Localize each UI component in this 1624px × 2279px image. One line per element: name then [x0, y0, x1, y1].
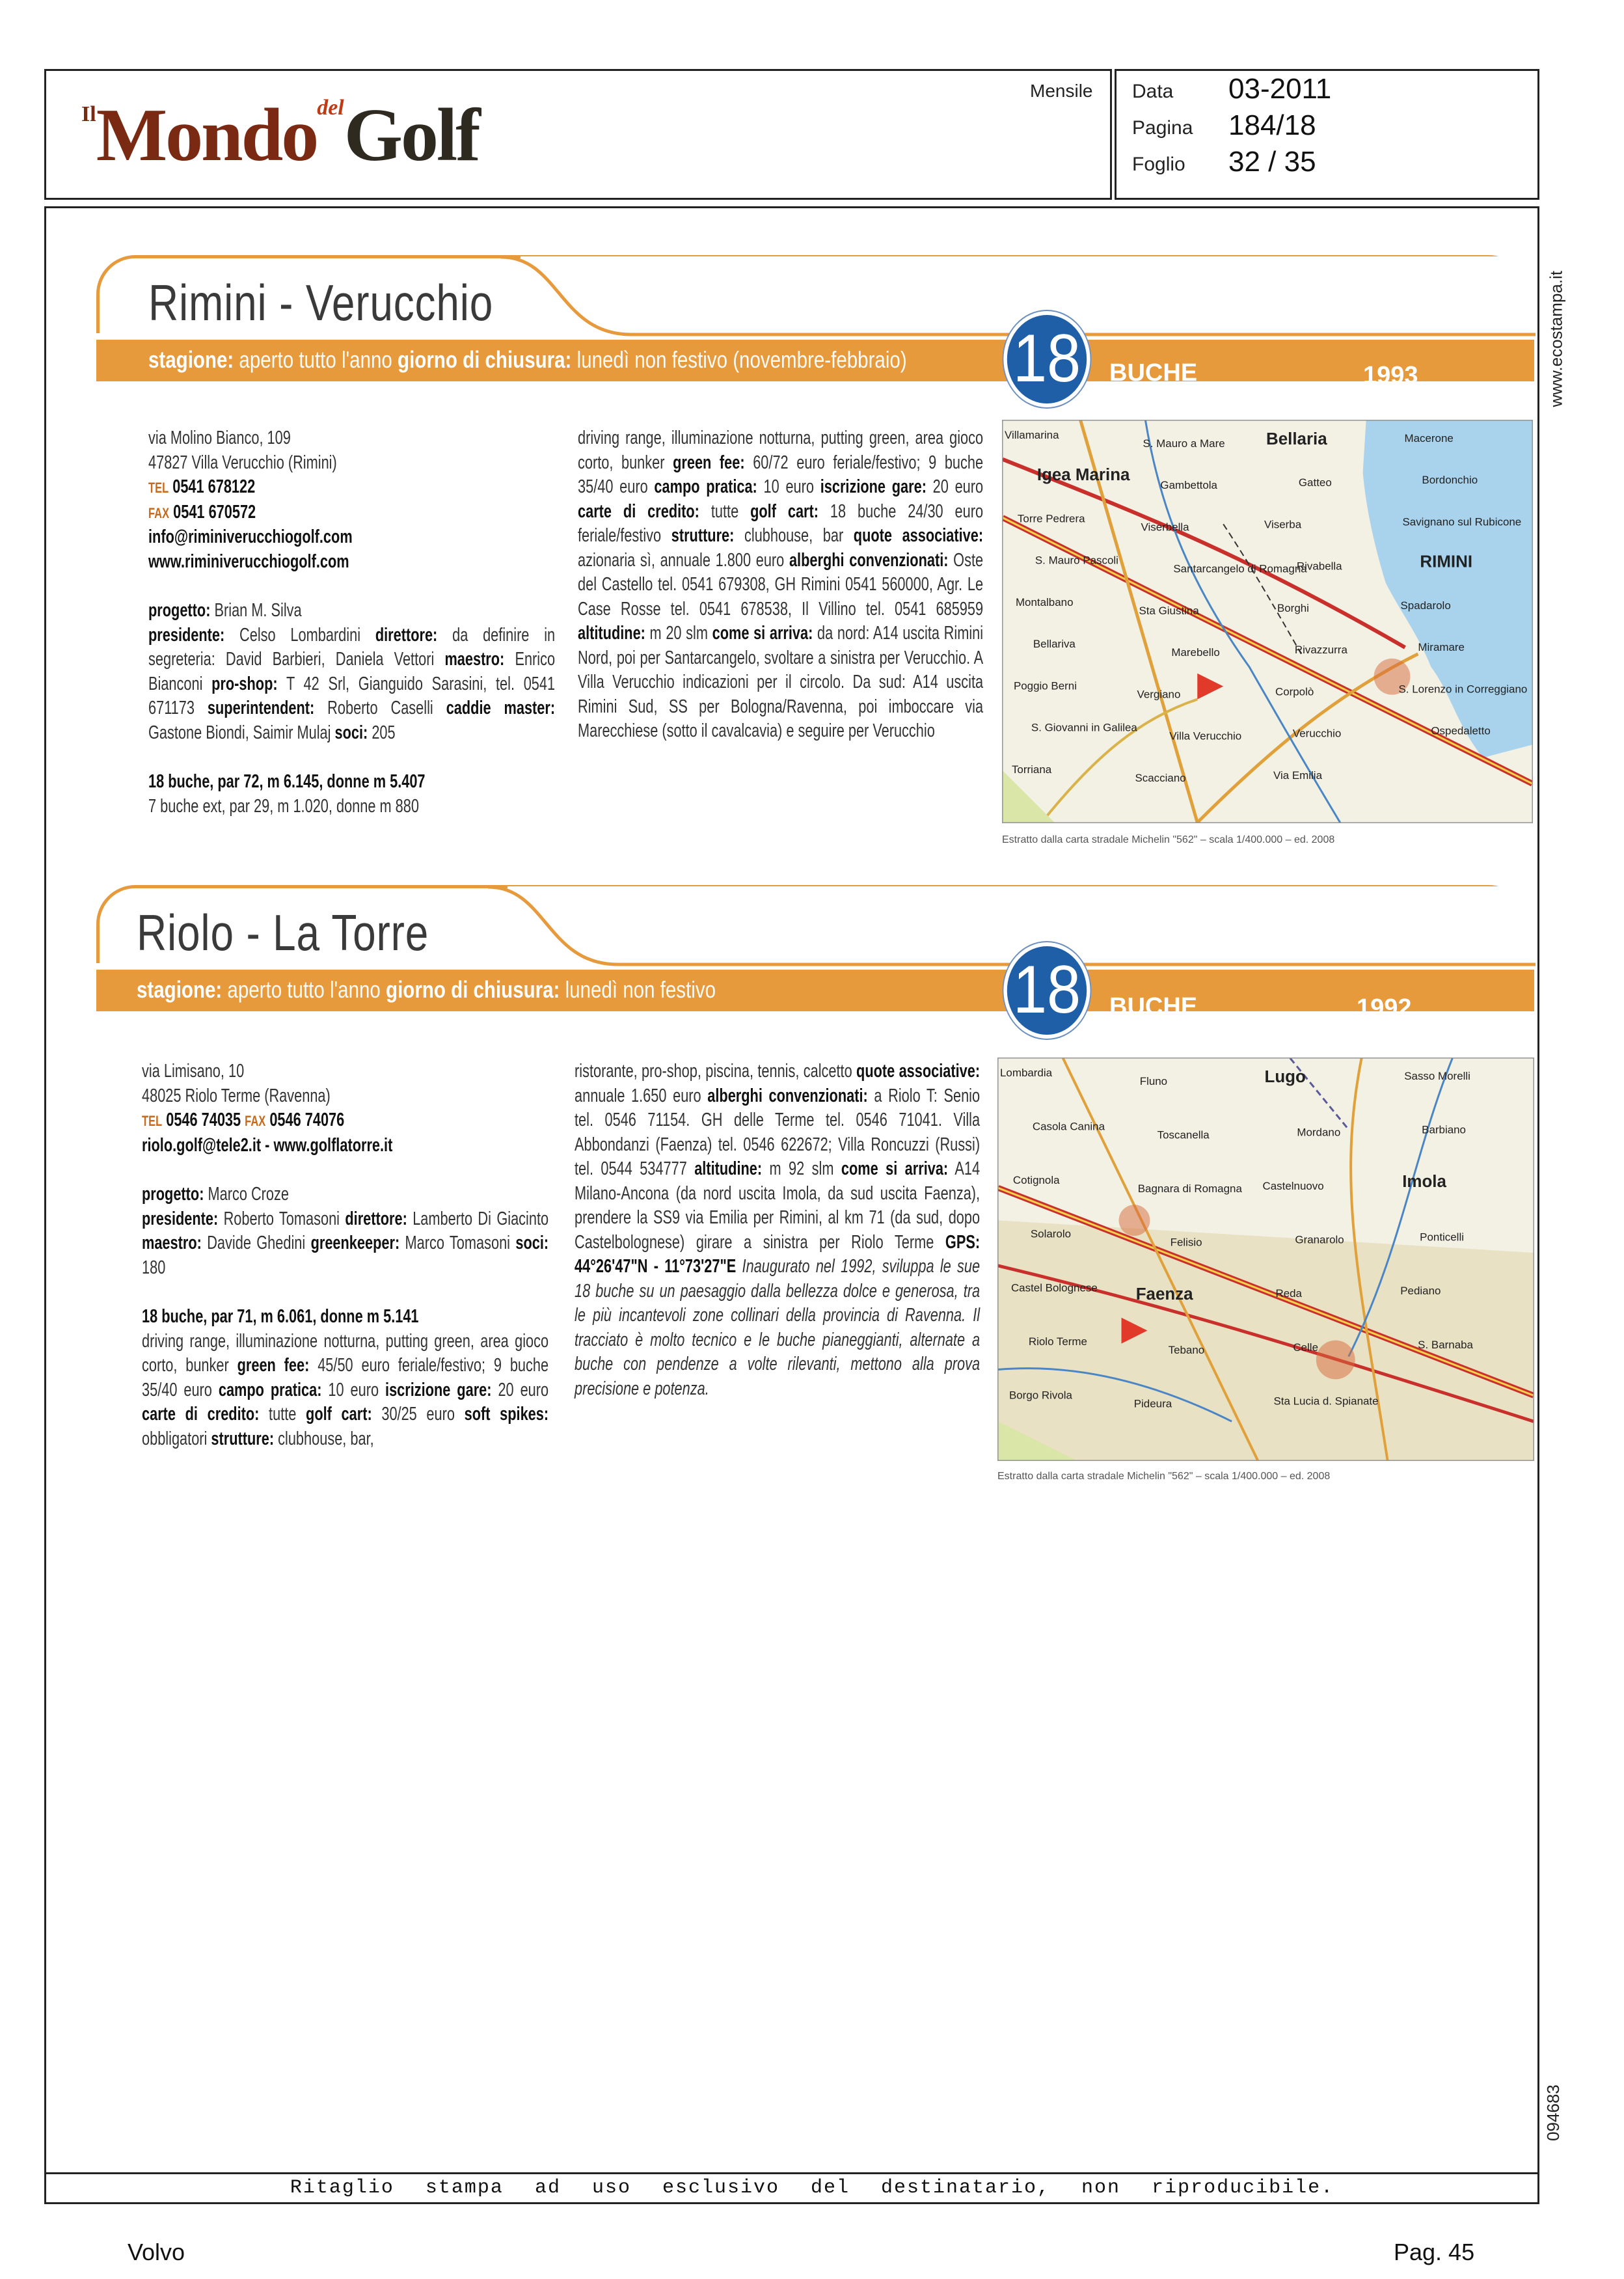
course1-season-label: stagione:	[148, 346, 234, 373]
course2-facilities: driving range, illuminazione notturna, putting green, area gioco corto, bunker	[142, 1330, 549, 1376]
detail-label: campo pratica:	[218, 1379, 322, 1400]
map-place-label: RIMINI	[1420, 553, 1473, 571]
course2-tel-label: TEL	[142, 1113, 163, 1129]
map-place-label: Pediano	[1400, 1285, 1441, 1298]
map-place-label: Rivazzurra	[1294, 644, 1347, 657]
staff-value: Lamberto Di Giacinto	[413, 1208, 549, 1229]
map-place-label: Bellariva	[1033, 638, 1076, 651]
staff-label: maestro:	[444, 649, 505, 670]
map-place-label: Santarcangelo di Romagna	[1173, 562, 1307, 575]
detail-label: altitudine:	[578, 623, 645, 644]
detail-value: m 92 slm	[769, 1158, 834, 1179]
course1-staff	[148, 599, 555, 745]
map-place-label: Scacciano	[1135, 771, 1186, 784]
course1-layout-main: 18 buche, par 72, m 6.145, donne m 5.407	[148, 771, 426, 792]
map-place-label: Faenza	[1135, 1285, 1193, 1304]
logo-golf: Golf	[344, 94, 479, 177]
staff-label: soci:	[515, 1233, 549, 1253]
course2-closing: lunedì non festivo	[565, 976, 716, 1003]
detail-value: a Riolo T: Senio tel. 0546 71154. GH delle Terme tel. 0546 71041. Villa Abbondanzi (Faenza) tel. 0546 622672; Villa Roncuzzi (Russi) tel. 0544 534777	[575, 1085, 981, 1179]
map-place-label: Toscanella	[1157, 1128, 1210, 1141]
side-website: www.ecostampa.it	[1546, 270, 1566, 407]
staff-label: soci:	[334, 722, 368, 743]
detail-label: campo pratica:	[654, 476, 757, 497]
detail-label: iscrizione gare:	[820, 476, 927, 497]
detail-value: annuale 1.650 euro	[575, 1085, 701, 1106]
course1-closing-label: giorno di chiusura:	[398, 346, 572, 373]
course1-buche-label: BUCHE	[1109, 359, 1198, 387]
staff-value: Gastone Biondi, Saimir Mulaj	[148, 722, 331, 743]
course2-fax: 0546 74076	[269, 1110, 345, 1130]
detail-label: come si arriva:	[841, 1158, 949, 1179]
course2-details-right-lead: ristorante, pro-shop, piscina, tennis, calcetto	[575, 1061, 852, 1082]
course2-description: Inaugurato nel 1992, sviluppa le sue 18 buche su un paesaggio dalla bellezza dolce e generosa, tra le più incantevoli zone collinari della provincia di Ravenna. Il tracciato è molto tecnico e le buche pianeggianti, alternate a buche con pendenze a volte rilevanti, mettono alla prova precisione e potenza.	[575, 1256, 981, 1399]
publication-logo	[81, 92, 479, 179]
map-place-label: Solarolo	[1030, 1227, 1072, 1240]
detail-value: 60/72 euro feriale/festivo; 9 buche 35/40 euro	[578, 452, 984, 497]
map-place-label: Verucchio	[1292, 727, 1342, 740]
course2-buche-label: BUCHE	[1109, 993, 1198, 1020]
course2-year: 1992	[1357, 994, 1412, 1022]
map-place-label: Bordonchio	[1422, 474, 1478, 487]
map-place-label: Bellaria	[1266, 430, 1327, 448]
logo-mondo: Mondo	[96, 94, 318, 177]
detail-value: 10 euro	[328, 1379, 379, 1400]
map-place-label: Granarolo	[1295, 1233, 1344, 1246]
map-place-label: Via Emilia	[1273, 769, 1323, 782]
detail-label: altitudine:	[694, 1158, 763, 1179]
staff-value: Marco Croze	[208, 1184, 289, 1205]
map-place-label: Casola Canina	[1032, 1120, 1105, 1133]
map-place-label: Bagnara di Romagna	[1137, 1182, 1242, 1195]
staff-label: progetto:	[142, 1184, 204, 1205]
course1-year: 1993	[1363, 362, 1418, 389]
course1-tel-label: TEL	[148, 480, 169, 496]
map-place-label: Fluno	[1139, 1074, 1168, 1087]
map-place-label: S. Giovanni in Galilea	[1031, 721, 1137, 734]
course2-address2: 48025 Riolo Terme (Ravenna)	[142, 1085, 331, 1106]
map-place-label: Castelnuovo	[1262, 1180, 1324, 1193]
course2-col-left	[142, 1059, 547, 1451]
map-place-label: Cotignola	[1012, 1174, 1060, 1187]
course2-band-text	[137, 976, 716, 1003]
map-place-label: Borgo Rivola	[1008, 1389, 1072, 1402]
course1-email: info@riminiverucchiogolf.com	[148, 526, 353, 547]
foglio-label: Foglio	[1132, 154, 1185, 175]
map-place-label: Spadarolo	[1400, 599, 1451, 612]
staff-value: Celso Lombardini	[239, 624, 361, 646]
detail-label: green fee:	[673, 452, 745, 473]
staff-label: pro-shop:	[211, 673, 278, 694]
map-place-label: Gambettola	[1160, 479, 1218, 492]
detail-value: 20 euro	[498, 1379, 549, 1400]
course2-tab-curve	[488, 885, 1536, 970]
course1-closing: lunedì non festivo (novembre-febbraio)	[576, 346, 907, 373]
course2-staff	[142, 1182, 548, 1280]
detail-label: strutture:	[671, 525, 735, 546]
map-place-label: Ospedaletto	[1431, 724, 1491, 737]
map-place-label: S. Mauro a Mare	[1143, 437, 1225, 450]
course1-address1: via Molino Bianco, 109	[148, 428, 291, 448]
detail-label: iscrizione gare:	[385, 1379, 492, 1400]
detail-label: golf cart:	[306, 1404, 372, 1425]
map-place-label: Rivabella	[1296, 560, 1342, 573]
map-place-label: Montalbano	[1015, 595, 1074, 608]
map-place-label: Marebello	[1171, 646, 1220, 659]
staff-label: progetto:	[148, 600, 211, 621]
detail-label: come si arriva:	[712, 623, 813, 644]
course2-map	[997, 1058, 1534, 1461]
periodicity: Mensile	[1030, 81, 1093, 101]
detail-value: 10 euro	[763, 476, 814, 497]
course1-tel: 0541 678122	[172, 476, 256, 497]
detail-value: clubhouse, bar	[744, 525, 844, 546]
map-place-label: Barbiano	[1422, 1123, 1467, 1136]
map-place-label: Sta Giustina	[1139, 604, 1199, 617]
detail-value: A14 Milano-Ancona (da nord uscita Imola, da sud uscita Faenza), prendere la SS9 via Emilia per Rimini, al km 71 (da sud, dopo Castelbolognese) girare a sinistra per Riolo Terme	[575, 1158, 981, 1253]
map-place-label: Sta Lucia d. Spianate	[1273, 1395, 1379, 1408]
map-place-label: Igea Marina	[1036, 466, 1130, 485]
detail-value: azionaria sì, annuale 1.800 euro	[578, 549, 785, 571]
map-place-label: Imola	[1402, 1173, 1446, 1192]
map-place-label: Borghi	[1277, 601, 1309, 614]
course1-map-drawing	[1003, 420, 1532, 823]
staff-label: caddie master:	[446, 698, 556, 718]
course2-email: riolo.golf@tele2.it - www.golflatorre.it	[142, 1134, 393, 1156]
course1-fax-label: FAX	[148, 504, 170, 521]
course2-season-label: stagione:	[137, 976, 223, 1003]
detail-value: 44°26'47"N - 11°73'27"E	[575, 1256, 737, 1277]
staff-value: 180	[142, 1257, 166, 1278]
map-place-label: Tebano	[1168, 1343, 1205, 1356]
course1-layout-ext: 7 buche ext, par 29, m 1.020, donne m 880	[148, 795, 419, 817]
map-place-label: S. Barnaba	[1418, 1338, 1473, 1351]
map-place-label: Macerone	[1404, 431, 1454, 444]
staff-value: 205	[372, 722, 396, 743]
map-place-label: Riolo Terme	[1028, 1335, 1087, 1348]
course2-map-drawing	[998, 1058, 1534, 1460]
detail-label: green fee:	[237, 1355, 310, 1376]
map-place-label: Gatteo	[1298, 476, 1332, 489]
course1-col-left	[148, 426, 556, 819]
map-place-label: Viserbella	[1141, 521, 1189, 534]
detail-value: m 20 slm	[649, 623, 708, 644]
course2-layout-main: 18 buche, par 71, m 6.061, donne m 5.141	[142, 1306, 419, 1327]
detail-value: 18 buche 24/30 euro feriale/festivo	[578, 500, 984, 546]
pagina-value: 184/18	[1228, 109, 1316, 141]
detail-value: 30/25 euro	[381, 1404, 455, 1425]
detail-label: carte di credito:	[142, 1404, 260, 1425]
course2-details-left	[142, 1330, 548, 1452]
map-place-label: Sasso Morelli	[1404, 1069, 1470, 1082]
map-place-label: Felisio	[1170, 1236, 1202, 1249]
staff-label: presidente:	[148, 624, 225, 646]
map-place-label: Poggio Berni	[1013, 679, 1077, 692]
course2-holes-badge: 18	[1003, 942, 1090, 1039]
side-id: 094683	[1543, 2084, 1563, 2141]
course2-address1: via Limisano, 10	[142, 1061, 245, 1082]
staff-label: direttore:	[375, 624, 438, 646]
detail-label: golf cart:	[750, 500, 819, 522]
map-place-label: Lombardia	[999, 1066, 1053, 1079]
course1-band-text	[148, 346, 907, 374]
data-label: Data	[1132, 81, 1174, 102]
logo-il: Il	[81, 102, 96, 126]
map-place-label: Savignano sul Rubicone	[1402, 515, 1522, 528]
map-place-label: Villa Verucchio	[1169, 730, 1242, 743]
detail-value: tutte	[269, 1404, 297, 1425]
detail-label: strutture:	[211, 1428, 275, 1449]
map-place-label: Torre Pedrera	[1017, 512, 1085, 525]
detail-value: Oste del Castello tel. 0541 679308, GH Rimini 0541 560000, Agr. Le Case Rosse tel. 0541 678538, Il Villino tel. 0541 685959	[578, 549, 984, 620]
detail-value: tutte	[710, 500, 739, 522]
detail-value: 45/50 euro feriale/festivo; 9 buche 35/40 euro	[142, 1355, 549, 1400]
footer-right: Pag. 45	[1394, 2239, 1475, 2265]
detail-value: obbligatori	[142, 1428, 208, 1449]
map-place-label: Villamarina	[1004, 428, 1059, 441]
footer-rule	[44, 2172, 1539, 2174]
course1-season: aperto tutto l'anno	[239, 346, 392, 373]
map-place-label: S. Lorenzo in Correggiano	[1398, 683, 1528, 696]
footer-notice: Ritaglio stampa ad uso esclusivo del destinatario, non riproducibile.	[290, 2177, 1334, 2199]
map-place-label: Lugo	[1264, 1067, 1306, 1086]
map-place-label: S. Mauro Pascoli	[1035, 554, 1118, 567]
course1-holes-badge: 18	[1003, 311, 1090, 407]
course2-col-middle	[575, 1059, 981, 1401]
course1-fax: 0541 670572	[173, 501, 256, 523]
logo-del: del	[317, 96, 344, 120]
map-place-label: Pideura	[1133, 1397, 1172, 1410]
map-place-label: Celle	[1293, 1341, 1319, 1354]
detail-value: da nord: A14 uscita Rimini Nord, poi per Santarcangelo, svoltare a sinistra per Verucchio. A Villa Verucchio indicazioni per il circolo. Da sud: A14 uscita Rimini Sud, SS per Bologna/Ravenna, poi imboccare via Marecchiese (sotto il cavalcavia) e seguire per Verucchio	[578, 623, 984, 741]
foglio-value: 32 / 35	[1228, 146, 1316, 178]
detail-label: alberghi convenzionati:	[789, 549, 949, 571]
course1-facilities: driving range, illuminazione notturna, putting green, area gioco corto, bunker	[578, 428, 984, 473]
map-place-label: Corpolò	[1275, 685, 1314, 698]
map-place-label: Castel Bolognese	[1010, 1281, 1098, 1294]
staff-value: Davide Ghedini	[207, 1233, 306, 1253]
staff-value: Brian M. Silva	[214, 600, 302, 621]
course1-web: www.riminiverucchiogolf.com	[148, 551, 349, 572]
footer-left: Volvo	[128, 2239, 185, 2265]
map-place-label: Vergiano	[1137, 688, 1181, 701]
course2-tel: 0546 74035	[166, 1110, 241, 1130]
staff-label: greenkeeper:	[310, 1233, 400, 1253]
staff-label: superintendent:	[207, 698, 315, 718]
course2-title: Riolo - La Torre	[137, 904, 429, 961]
course2-closing-label: giorno di chiusura:	[386, 976, 560, 1003]
data-value: 03-2011	[1228, 73, 1332, 105]
staff-value: T 42 Srl, Gianguido Sarasini, tel. 0541 671173	[148, 673, 556, 718]
course1-col-middle	[578, 426, 984, 744]
detail-value: clubhouse, bar,	[278, 1428, 374, 1449]
course2-fax-label: FAX	[245, 1113, 266, 1129]
staff-value: Roberto Caselli	[327, 698, 433, 718]
map-place-label: Reda	[1275, 1287, 1302, 1300]
map-place-label: Mordano	[1297, 1126, 1341, 1139]
staff-value: Marco Tomasoni	[405, 1233, 511, 1253]
map-place-label: Viserba	[1264, 518, 1302, 531]
detail-label: carte di credito:	[578, 500, 699, 522]
staff-label: presidente:	[142, 1208, 219, 1229]
detail-value: 20 euro	[932, 476, 984, 497]
course2-map-caption: Estratto dalla carta stradale Michelin "562" – scala 1/400.000 – ed. 2008	[997, 1471, 1331, 1482]
detail-label: quote associative:	[856, 1061, 981, 1082]
detail-label: alberghi convenzionati:	[707, 1085, 868, 1106]
course1-address2: 47827 Villa Verucchio (Rimini)	[148, 452, 337, 473]
course1-map-caption: Estratto dalla carta stradale Michelin "562" – scala 1/400.000 – ed. 2008	[1002, 834, 1335, 845]
course2-season: aperto tutto l'anno	[227, 976, 381, 1003]
detail-label: soft spikes:	[464, 1404, 549, 1425]
staff-value: da definire in segreteria: David Barbieri, Daniela Vettori	[148, 624, 556, 670]
course1-title: Rimini - Verucchio	[148, 274, 494, 331]
detail-label: GPS:	[945, 1231, 981, 1253]
map-place-label: Miramare	[1418, 641, 1465, 654]
course1-map	[1002, 420, 1533, 823]
staff-label: maestro:	[142, 1233, 202, 1253]
staff-value: Roberto Tomasoni	[223, 1208, 340, 1229]
staff-value: Enrico Bianconi	[148, 649, 556, 694]
pagina-label: Pagina	[1132, 117, 1193, 139]
detail-label: quote associative:	[853, 525, 984, 546]
map-place-label: Ponticelli	[1420, 1231, 1464, 1244]
staff-label: direttore:	[345, 1208, 407, 1229]
map-place-label: Torriana	[1011, 763, 1052, 776]
